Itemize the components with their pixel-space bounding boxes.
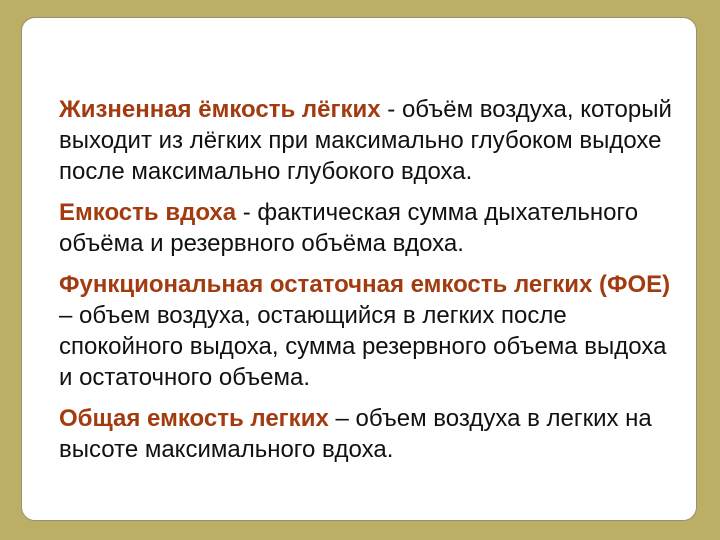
slide-panel xyxy=(21,17,697,521)
definition-text: и остаточного объема. xyxy=(59,364,311,391)
text-line xyxy=(59,228,666,259)
term-text: Емкость вдоха xyxy=(59,199,237,226)
slide-text-block xyxy=(59,94,672,475)
text-line xyxy=(59,94,672,125)
text-line xyxy=(59,125,666,156)
definition-paragraph xyxy=(59,94,672,187)
definition-text: – объем воздуха в легких на xyxy=(328,405,652,432)
definition-paragraph xyxy=(59,403,666,465)
term-text: Функциональная остаточная емкость легких (ФОЕ) xyxy=(59,271,671,298)
text-line xyxy=(59,269,671,300)
text-line xyxy=(59,362,666,393)
text-line xyxy=(59,403,666,434)
text-line xyxy=(59,300,666,331)
definition-text: выходит из лёгких при максимально глубоком выдохе xyxy=(59,127,662,154)
text-line xyxy=(59,331,666,362)
definition-text: объёма и резервного объёма вдоха. xyxy=(59,230,464,257)
term-text: Жизненная ёмкость лёгких xyxy=(59,96,381,123)
definition-paragraph xyxy=(59,197,666,259)
definition-text: спокойного выдоха, сумма резервного объема выдоха xyxy=(59,333,667,360)
definition-text: – объем воздуха, остающийся в легких после xyxy=(59,302,567,329)
text-line xyxy=(59,197,666,228)
definition-text: высоте максимального вдоха. xyxy=(59,436,394,463)
term-text: Общая емкость легких xyxy=(59,405,329,432)
definition-paragraph xyxy=(59,269,671,393)
definition-text: после максимально глубокого вдоха. xyxy=(59,158,473,185)
text-line xyxy=(59,434,666,465)
definition-text: - объём воздуха, который xyxy=(380,96,672,123)
text-line xyxy=(59,156,666,187)
definition-text: - фактическая сумма дыхательного xyxy=(236,199,639,226)
